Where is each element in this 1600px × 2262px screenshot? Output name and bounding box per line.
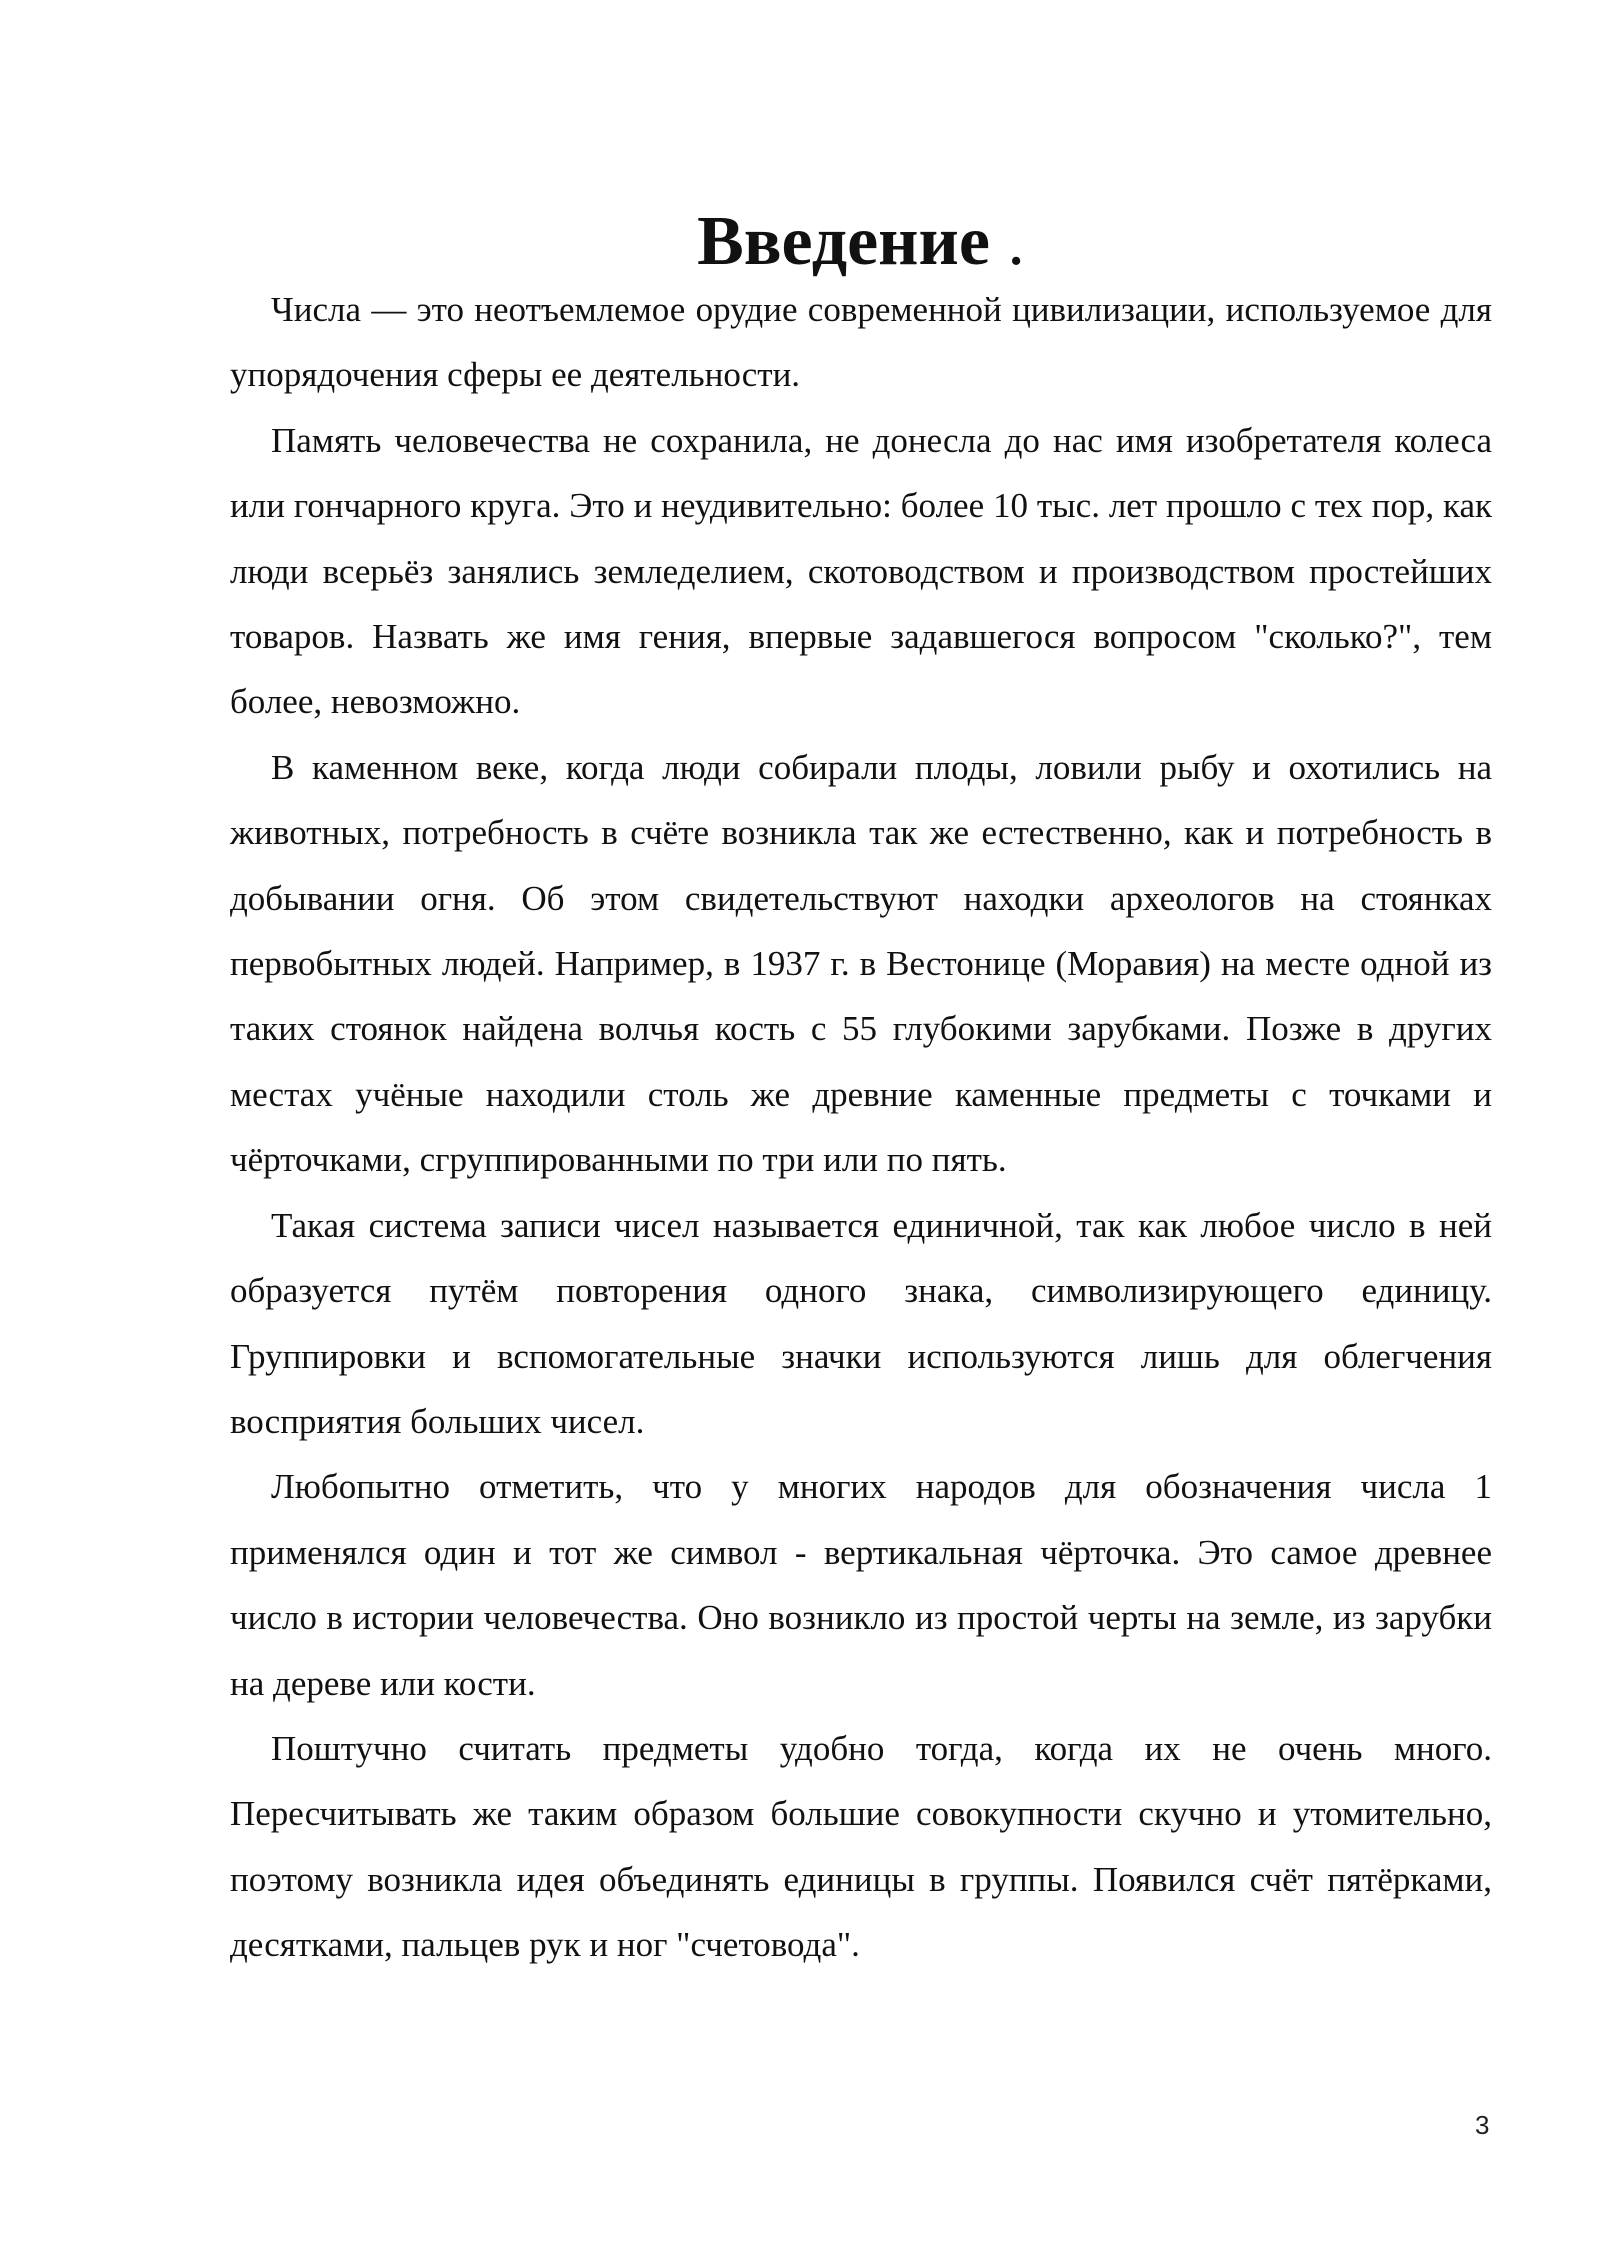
paragraph-6: Поштучно считать предметы удобно тогда, когда их не очень много. Пересчитывать же таким образом большие совокупности скучно и утомительно, поэтому возникла идея объединять единицы в группы. Появился счёт пятёрками, десятками, пальцев рук и ног "счетовода".	[230, 1728, 1492, 1965]
section-title-text: Введение	[697, 203, 990, 280]
page-number: 3	[1475, 2110, 1490, 2140]
page-content	[230, 203, 1492, 1978]
section-title-suffix: .	[989, 203, 1025, 280]
paragraph-4: Такая система записи чисел называется единичной, так как любое число в ней образуется путём повторения одного знака, символизирующего единицу. Группировки и вспомогательные значки используются лишь для облегчения восприятия больших чисел.	[230, 1205, 1492, 1441]
paragraph-3: В каменном веке, когда люди собирали плоды, ловили рыбу и охотились на животных, потребность в счёте возникла так же естественно, как и потребность в добывании огня. Об этом свидетельствуют находки археологов на стоянках первобытных людей. Например, в 1937 г. в Вестонице (Моравия) на месте одной из таких стоянок найдена волчья кость с 55 глубокими зарубками. Позже в других местах учёные находили столь же древние каменные предметы с точками и чёрточками, сгруппированными по три или по пять.	[230, 747, 1492, 1180]
paragraph-2: Память человечества не сохранила, не донесла до нас имя изобретателя колеса или гончарного круга. Это и неудивительно: более 10 тыс. лет прошло с тех пор, как люди всерьёз занялись земледелием, скотоводством и производством простейших товаров. Назвать же имя гения, впервые задавшегося вопросом "сколько?", тем более, невозможно.	[230, 420, 1492, 722]
section-title	[230, 203, 1492, 280]
paragraph-1: Числа — это неотъемлемое орудие современной цивилизации, используемое для упорядочения сферы ее деятельности.	[230, 290, 1492, 395]
paragraph-5: Любопытно отметить, что у многих народов для обозначения числа 1 применялся один и тот же символ - вертикальная чёрточка. Это самое древнее число в истории человечества. Оно возникло из простой черты на земле, из зарубки на дереве или кости.	[230, 1467, 1492, 1703]
